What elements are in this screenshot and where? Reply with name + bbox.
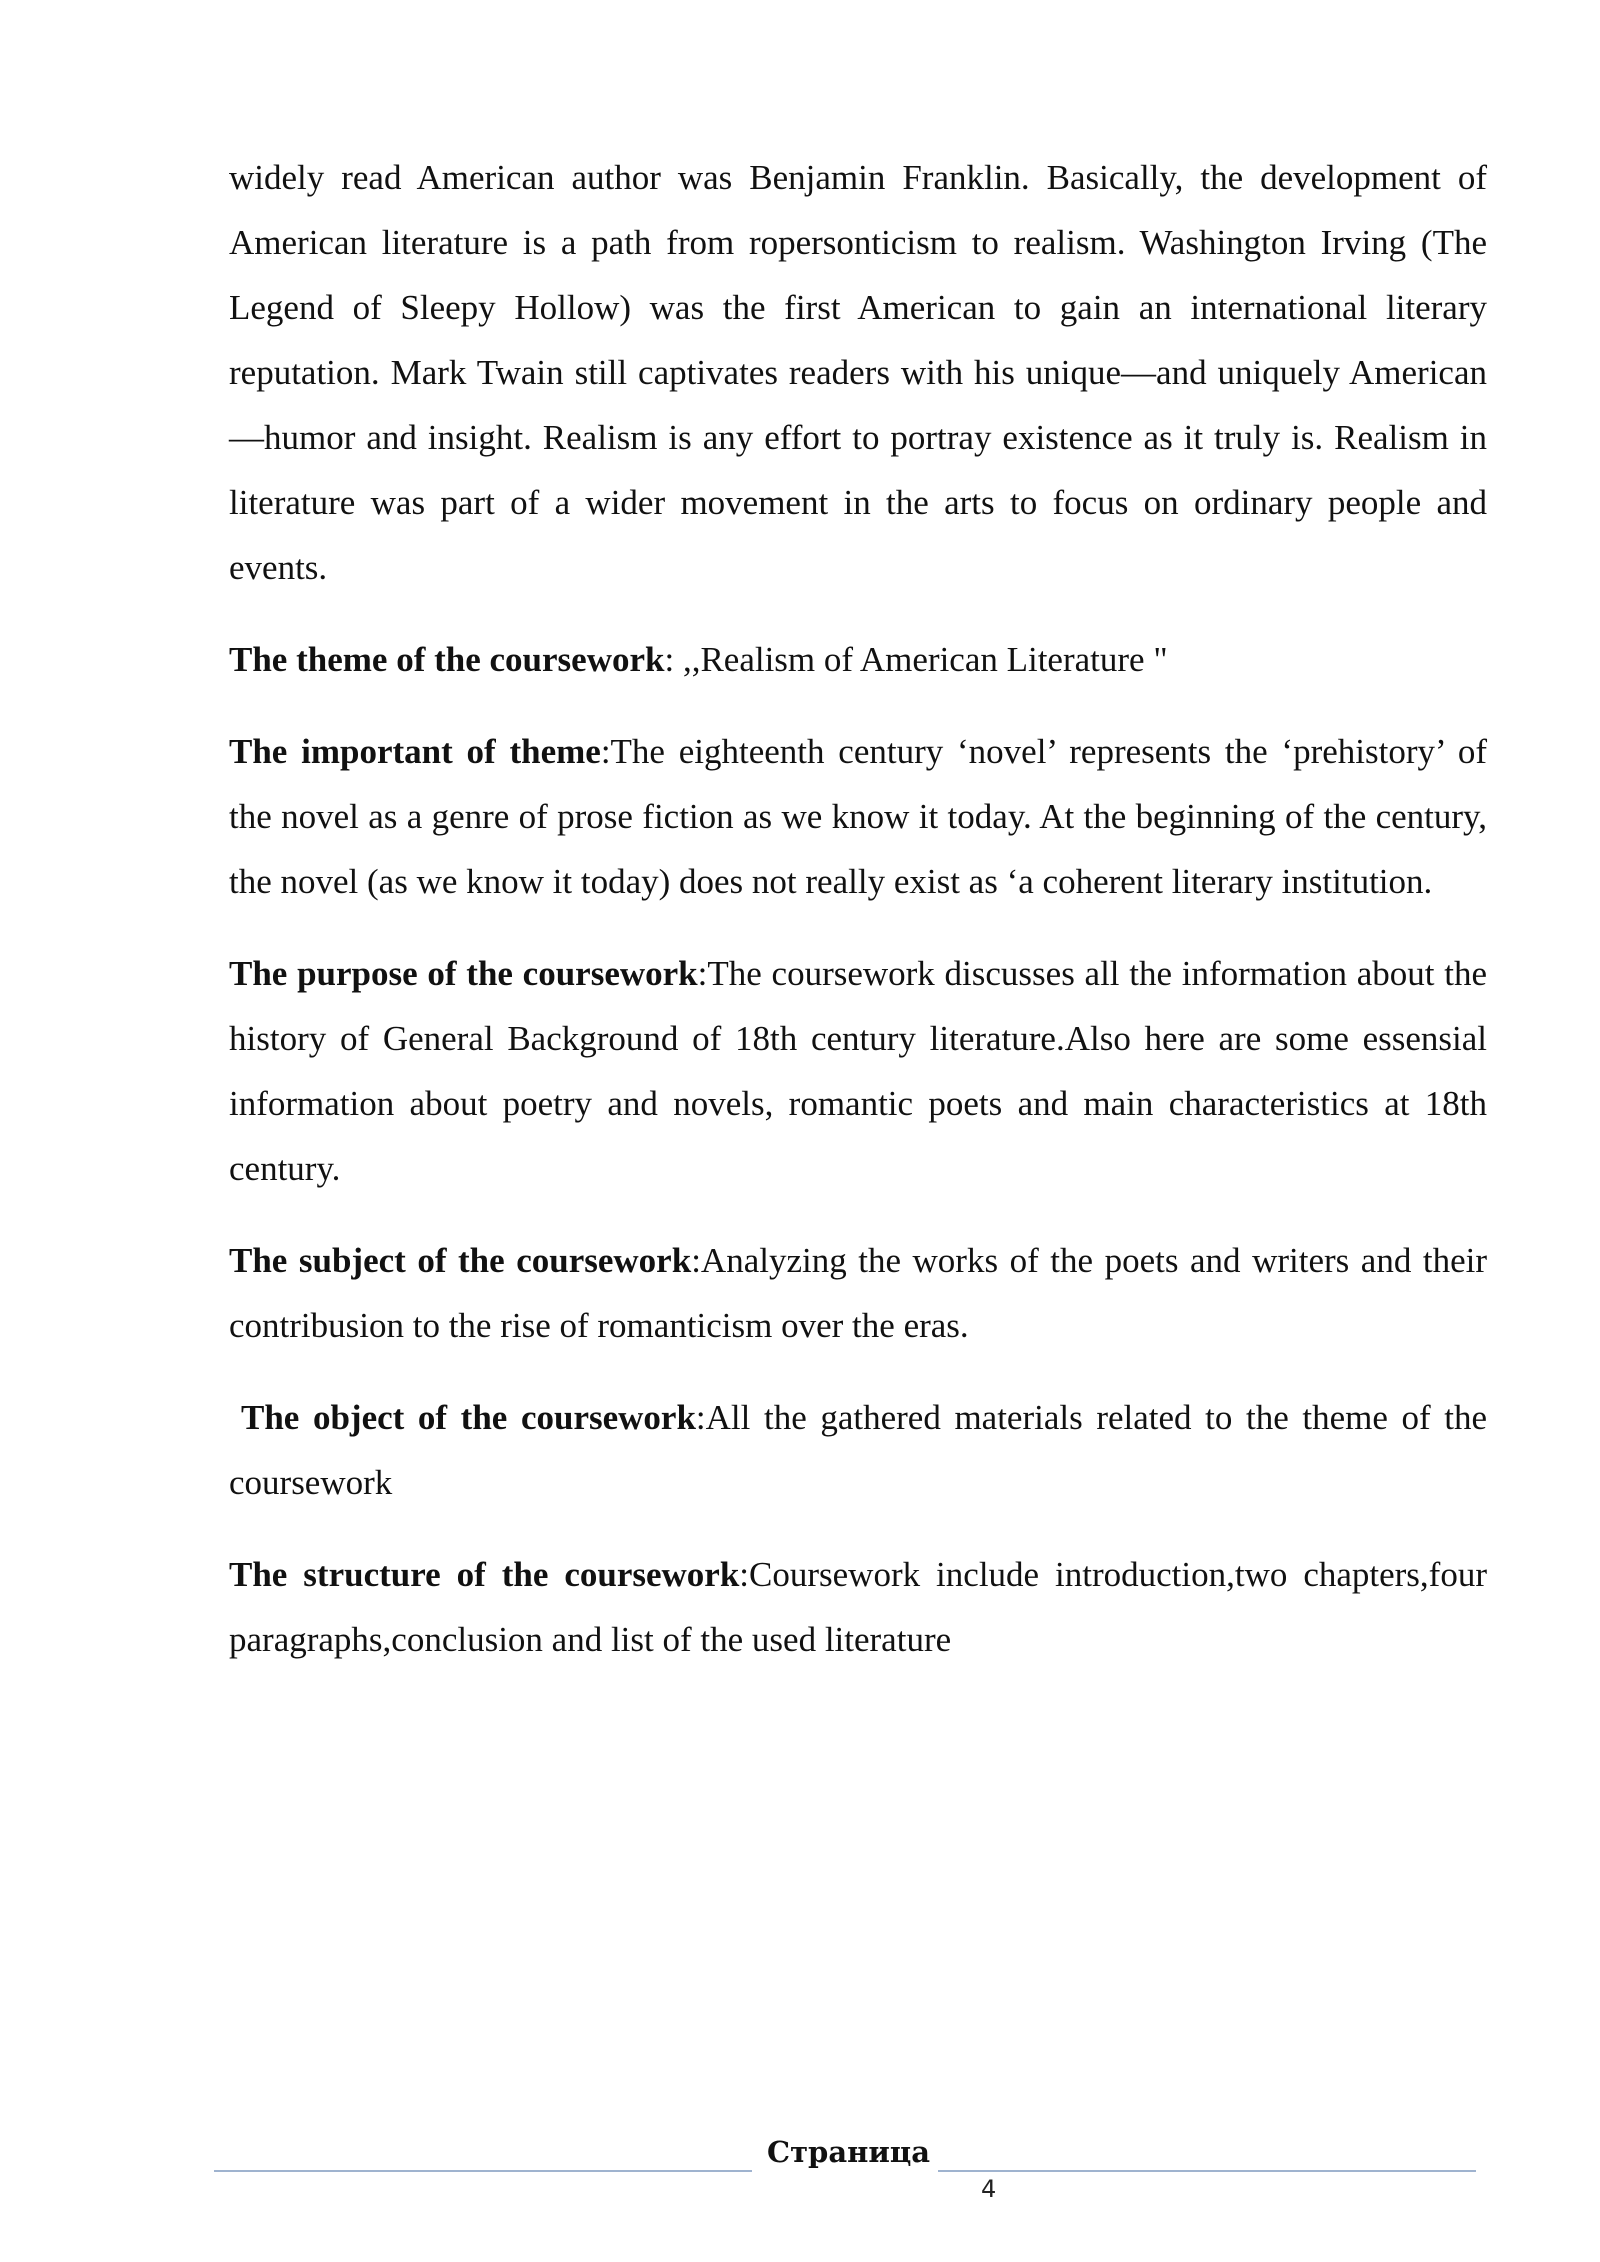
footer-page-number: 4: [981, 2175, 997, 2203]
subject-paragraph: [229, 1228, 1487, 1358]
structure-heading: The structure of the coursework: [229, 1555, 740, 1594]
page-body: [229, 145, 1487, 1699]
object-heading: The object of the coursework: [241, 1398, 696, 1437]
footer-rule-right: [938, 2170, 1476, 2172]
object-text: :All the gathered materials related to the theme of the coursework: [229, 1398, 1488, 1502]
intro-paragraph-text: widely read American author was Benjamin Franklin. Basically, the development of American literature is a path from ropersonticism to realism. Washington Irving (The Legend of Sleepy Hollow) was the first American to gain an international literary reputation. Mark Twain still captivates readers with his unique—and uniquely American—humor and insight. Realism is any effort to portray existence as it truly is. Realism in literature was part of a wider movement in the arts to focus on ordinary people and events.: [229, 158, 1487, 587]
structure-text: :Coursework include introduction,two chapters,four paragraphs,conclusion and list of the used literature: [229, 1555, 1487, 1659]
footer-page-label: Страница: [767, 2135, 931, 2169]
theme-text: : ,,Realism of American Literature ": [664, 640, 1168, 679]
importance-text: :The eighteenth century ‘novel’ represents the ‘prehistory’ of the novel as a genre of prose fiction as we know it today. At the beginning of the century, the novel (as we know it today) does not really exist as ‘a coherent literary institution.: [229, 732, 1487, 901]
structure-paragraph: [229, 1542, 1487, 1672]
theme-paragraph: [229, 627, 1487, 692]
purpose-heading: The purpose of the coursework: [229, 954, 698, 993]
purpose-text: :The coursework discusses all the information about the history of General Background of 18th century literature.Also here are some essensial information about poetry and novels, romantic poets and main characteristics at 18th century.: [229, 954, 1487, 1188]
page-footer: [214, 2128, 1476, 2203]
purpose-paragraph: [229, 941, 1487, 1201]
importance-heading: The important of theme: [229, 732, 601, 771]
subject-text: :Analyzing the works of the poets and writers and their contribusion to the rise of romanticism over the eras.: [229, 1241, 1487, 1345]
object-paragraph: [229, 1385, 1487, 1515]
footer-rule-left: [214, 2170, 752, 2172]
importance-paragraph: [229, 719, 1487, 914]
theme-heading: The theme of the coursework: [229, 640, 665, 679]
intro-paragraph: [229, 145, 1487, 600]
subject-heading: The subject of the coursework: [229, 1241, 692, 1280]
